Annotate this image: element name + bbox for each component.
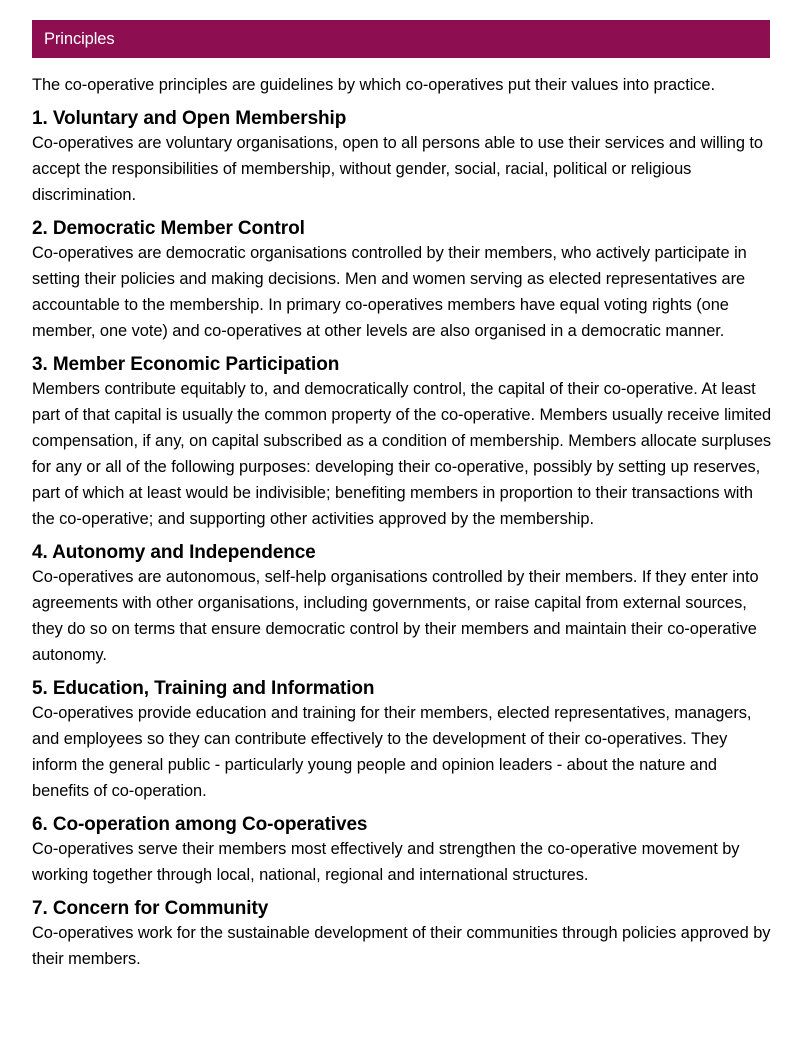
- principle-item: [32, 898, 774, 972]
- principle-title: 3. Member Economic Participation: [32, 354, 340, 375]
- principle-item: [32, 678, 774, 804]
- principles-section: [32, 20, 774, 972]
- principle-item: [32, 108, 774, 208]
- intro-paragraph: The co-operative principles are guidelines by which co-operatives put their values into practice.: [32, 76, 716, 94]
- principle-body: Co-operatives are voluntary organisations, open to all persons able to use their services and willing to accept the responsibilities of membership, without gender, social, racial, political or religious discrimination.: [32, 134, 763, 204]
- principle-item: [32, 814, 774, 888]
- section-title: Principles: [44, 29, 115, 48]
- principle-body: Co-operatives work for the sustainable development of their communities through policies approved by their members.: [32, 924, 771, 968]
- principle-title: 6. Co-operation among Co-operatives: [32, 814, 368, 835]
- principle-body: Co-operatives are democratic organisations controlled by their members, who actively participate in setting their policies and making decisions. Men and women serving as elected representatives are accountable to the membership. In primary co-operatives members have equal voting rights (one member, one vote) and co-operatives at other levels are also organised in a democratic manner.: [32, 244, 747, 340]
- principle-title: 1. Voluntary and Open Membership: [32, 108, 347, 129]
- principle-body: Co-operatives serve their members most effectively and strengthen the co-operative movement by working together through local, national, regional and international structures.: [32, 840, 740, 884]
- principle-title: 5. Education, Training and Information: [32, 678, 375, 699]
- principle-title: 7. Concern for Community: [32, 898, 269, 919]
- principle-item: [32, 218, 774, 344]
- principle-body: Members contribute equitably to, and democratically control, the capital of their co-operative. At least part of that capital is usually the common property of the co-operative. Members usually receive limited compensation, if any, on capital subscribed as a condition of membership. Members allocate surpluses for any or all of the following purposes: developing their co-operative, possibly by setting up reserves, part of which at least would be indivisible; benefiting members in proportion to their transactions with the co-operative; and supporting other activities approved by the membership.: [32, 380, 772, 528]
- principle-body: Co-operatives provide education and training for their members, elected representatives, managers, and employees so they can contribute effectively to the development of their co-operatives. They inform the general public - particularly young people and opinion leaders - about the nature and benefits of co-operation.: [32, 704, 752, 800]
- principle-body: Co-operatives are autonomous, self-help organisations controlled by their members. If they enter into agreements with other organisations, including governments, or raise capital from external sources, they do so on terms that ensure democratic control by their members and maintain their co-operative autonomy.: [32, 568, 759, 664]
- principle-item: [32, 542, 774, 668]
- section-header-bar: [32, 20, 770, 58]
- principle-title: 4. Autonomy and Independence: [32, 542, 316, 563]
- principle-item: [32, 354, 774, 532]
- principle-title: 2. Democratic Member Control: [32, 218, 305, 239]
